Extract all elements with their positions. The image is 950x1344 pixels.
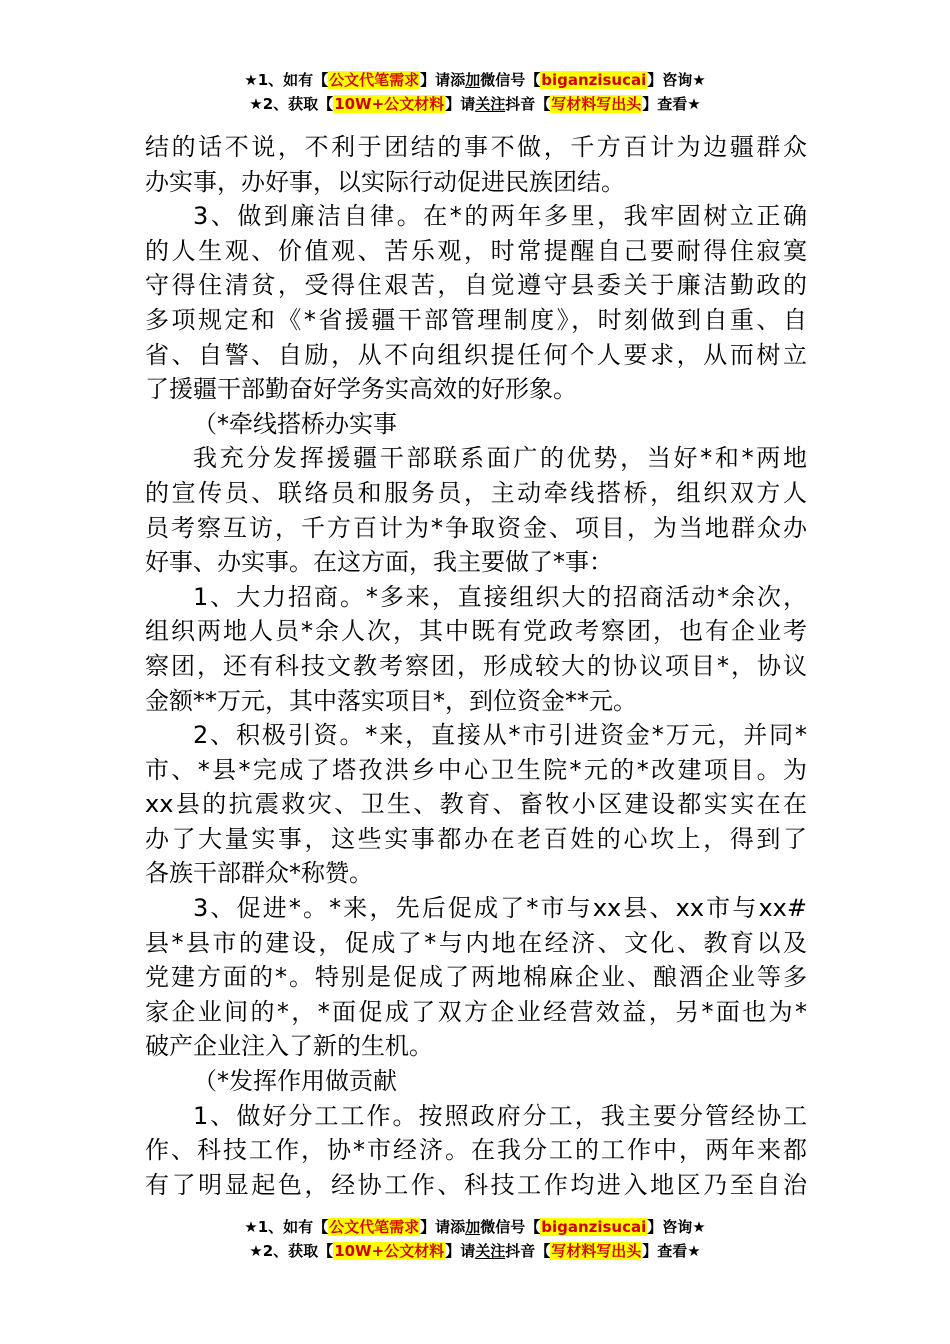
text-line: xx县的抗震救灾、卫生、教育、畜牧小区建设都实实在在 [145,790,807,819]
text-line: 3、促进*。*来，先后促成了*市与xx县、xx市与xx# [193,894,807,923]
banner-text: ★2、获取【 [249,1242,334,1260]
banner-text: ★1、如有【 [244,1218,329,1236]
banner-text: 微信号【 [480,1218,541,1236]
text-line: 员考察互访，千方百计为*争取资金、项目，为当地群众办 [145,513,807,542]
text-line: 了援疆干部勤奋好学务实高效的好形象。 [145,375,577,404]
banner-text: 】请添 [420,1218,466,1236]
text-line: 办了大量实事，这些实事都办在老百姓的心坎上，得到了 [145,824,807,853]
banner-highlight: 公文代笔需求 [329,71,420,89]
banner-text: 】请添 [420,71,466,89]
banner-text: 】请 [445,95,476,113]
banner-line-1 [0,68,950,92]
banner-underline: 加 [465,71,481,89]
banner-line-1 [0,1215,950,1239]
banner-text: ★2、获取【 [249,95,334,113]
banner-line-2 [0,92,950,116]
banner-underline: 关注 [475,95,506,113]
text-line: 市、*县*完成了塔孜洪乡中心卫生院*元的*改建项目。为 [145,755,807,784]
bottom-banner [0,1215,950,1263]
text-line: 结的话不说，不利于团结的事不做，千方百计为边疆群众 [145,133,807,161]
text-line: 有了明显起色，经协工作、科技工作均进入地区乃至自治 [145,1170,807,1199]
text-line: 好事、办实事。在这方面，我主要做了*事： [145,548,613,577]
banner-highlight: 10W+公文材料 [334,1242,445,1260]
section-heading: （*牵线搭桥办实事 [193,409,397,438]
banner-highlight: 公文代笔需求 [329,1218,420,1236]
text-line: 组织两地人员*余人次，其中既有党政考察团，也有企业考 [145,617,807,646]
text-line: 办实事，办好事，以实际行动促进民族团结。 [145,167,625,196]
banner-underline: 加 [465,1218,481,1236]
banner-text: 微信号【 [480,71,541,89]
text-line: 我充分发挥援疆干部联系面广的优势，当好*和*两地 [193,444,807,473]
text-line: 1、大力招商。*多来，直接组织大的招商活动*余次， [193,582,807,611]
text-line: 1、做好分工工作。按照政府分工，我主要分管经协工 [193,1101,807,1130]
text-line: 家企业间的*，*面促成了双方企业经营效益，另*面也为* [145,997,807,1026]
banner-highlight: biganzisucai [541,1218,647,1236]
banner-text: 】请 [445,1242,476,1260]
banner-line-2 [0,1239,950,1263]
text-line: 各族干部群众*称赞。 [145,859,373,888]
banner-highlight: 写材料写出头 [551,1242,642,1260]
text-line: 守得住清贫，受得住艰苦，自觉遵守县委关于廉洁勤政的 [145,271,807,300]
banner-underline: 关注 [475,1242,506,1260]
banner-text: ★1、如有【 [244,71,329,89]
text-line: 的宣传员、联络员和服务员，主动牵线搭桥，组织双方人 [145,478,807,507]
banner-highlight: 写材料写出头 [551,95,642,113]
document-body [145,130,807,1202]
banner-text: 抖音【 [505,95,551,113]
text-line: 2、积极引资。*来，直接从*市引进资金*万元，并同* [193,721,807,750]
banner-highlight: 10W+公文材料 [334,95,445,113]
banner-text: 】咨询★ [647,71,706,89]
banner-text: 】咨询★ [647,1218,706,1236]
banner-text: 】查看★ [642,1242,701,1260]
text-line: 多项规定和《*省援疆干部管理制度》，时刻做到自重、自 [145,305,807,334]
banner-text: 抖音【 [505,1242,551,1260]
text-line: 省、自警、自励，从不向组织提任何个人要求，从而树立 [145,340,807,369]
text-line: 的人生观、价值观、苦乐观，时常提醒自己要耐得住寂寞 [145,236,807,265]
top-banner [0,68,950,116]
banner-text: 】查看★ [642,95,701,113]
text-line: 党建方面的*。特别是促成了两地棉麻企业、酿酒企业等多 [145,963,807,992]
banner-highlight: biganzisucai [541,71,647,89]
text-line: 察团，还有科技文教考察团，形成较大的协议项目*，协议 [145,651,807,680]
text-line: 县*县市的建设，促成了*与内地在经济、文化、教育以及 [145,928,807,957]
text-line: 破产企业注入了新的生机。 [145,1032,433,1061]
text-line: 金额**万元，其中落实项目*，到位资金**元。 [145,686,637,715]
text-line: 3、做到廉洁自律。在*的两年多里，我牢固树立正确 [193,202,807,231]
section-heading: （*发挥作用做贡献 [193,1067,397,1096]
text-line: 作、科技工作，协*市经济。在我分工的工作中，两年来都 [145,1136,807,1165]
